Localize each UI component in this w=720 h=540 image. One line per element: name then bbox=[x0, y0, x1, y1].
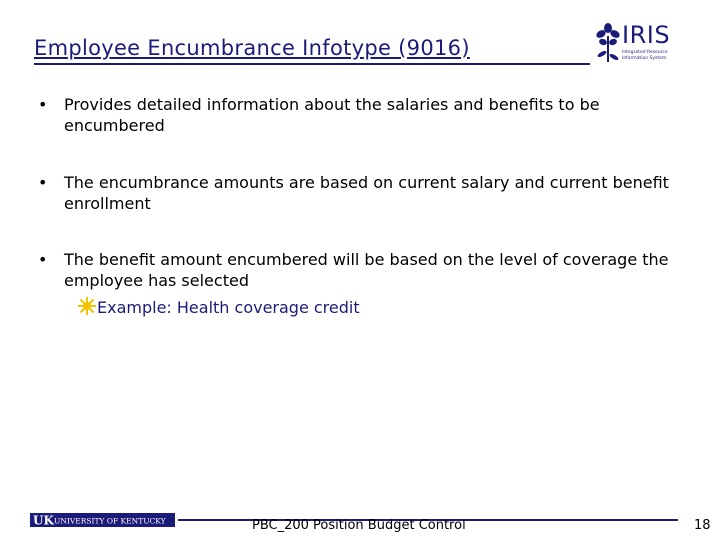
page-number: 18 bbox=[694, 518, 711, 533]
svg-text:UK: UK bbox=[33, 513, 54, 527]
university-of-kentucky-logo bbox=[30, 513, 175, 527]
slide-title: Employee Encumbrance Infotype (9016) bbox=[34, 36, 470, 60]
goldenrod-flower-icon bbox=[593, 22, 623, 66]
iris-logo bbox=[593, 20, 673, 70]
starburst-icon bbox=[78, 297, 96, 315]
logo-brand-text: IRIS bbox=[622, 21, 671, 49]
bullet-text: Provides detailed information about the salaries and benefits to be encumbered bbox=[64, 95, 600, 135]
sub-bullet-text: Example: Health coverage credit bbox=[97, 298, 360, 317]
bullet-text: The benefit amount encumbered will be based on the level of coverage the employee has selected bbox=[64, 250, 669, 290]
university-logo-text: UNIVERSITY OF KENTUCKY bbox=[54, 516, 166, 526]
logo-tagline: Integrated Resource Information System bbox=[622, 50, 668, 61]
bullet-dot-icon: • bbox=[38, 95, 48, 114]
bullet-dot-icon: • bbox=[38, 173, 48, 192]
bullet-dot-icon: • bbox=[38, 250, 48, 269]
title-underline bbox=[34, 63, 590, 65]
bullet-text: The encumbrance amounts are based on current salary and current benefit enrollment bbox=[64, 173, 669, 213]
footer-course: PBC_200 Position Budget Control bbox=[252, 518, 466, 533]
